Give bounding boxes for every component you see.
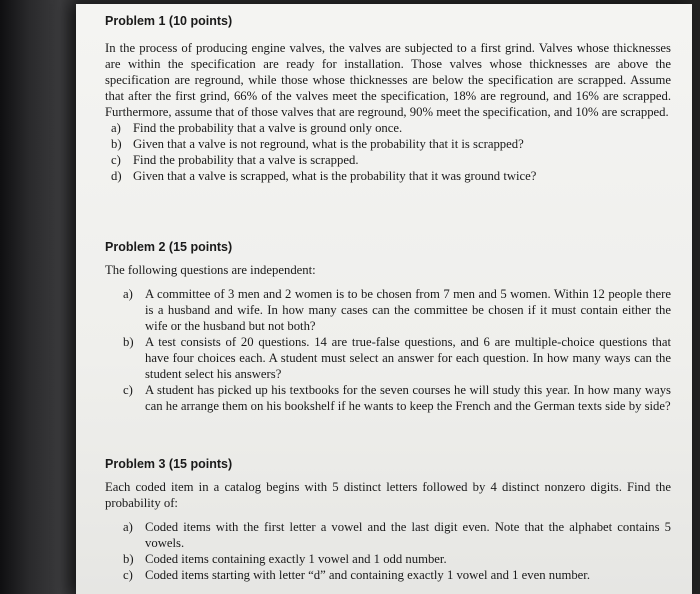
problem-3-heading: Problem 3 (15 points) [105,457,233,471]
question-text: Find the probability that a valve is scrapped. [133,153,359,167]
question-2c [123,382,671,414]
question-text: Given that a valve is scrapped, what is the probability that it was ground twice? [133,169,537,183]
problem-1-intro: In the process of producing engine valves, the valves are subjected to a first grind. Valves whose thicknesses are within the specification are ready for installation. Those valves whose thicknesses are above the specification are reground, while those whose thicknesses are below the specification are scrapped. Assume that after the first grind, 66% of the valves meet the specification, 18% are reground, and 16% are scrapped. Furthermore, assume that of those valves that are reground, 90% meet the specification, and 10% are scrapped. [105,41,671,119]
problem-3 [105,457,671,583]
question-marker: a) [111,121,121,135]
question-text: Coded items starting with letter “d” and containing exactly 1 vowel and 1 even number. [145,568,590,582]
question-3a [123,519,671,551]
question-text: Coded items containing exactly 1 vowel and 1 odd number. [145,552,447,566]
question-marker: b) [111,137,122,151]
problem-1 [105,14,671,184]
question-marker: c) [123,383,133,397]
question-2b [123,334,671,382]
question-marker: b) [123,335,134,349]
question-text: A test consists of 20 questions. 14 are true-false questions, and 6 are multiple-choice questions that have four choices each. A student must select an answer for each question. In how many ways can the student select his answers? [145,335,671,381]
question-marker: d) [111,169,122,183]
question-1a [111,120,671,136]
question-text: Find the probability that a valve is ground only once. [133,121,403,135]
question-text: A committee of 3 men and 2 women is to be chosen from 7 men and 5 women. Within 12 people there is a husband and wife. In how many cases can the committee be chosen if it must contain either the wife or the husband but not both? [145,287,671,333]
question-text: A student has picked up his textbooks for the seven courses he will study this year. In how many ways can he arrange them on his bookshelf if he wants to keep the French and the German texts side by side? [145,383,671,413]
problem-3-questions [123,519,671,583]
question-1c [111,152,671,168]
problem-2-heading: Problem 2 (15 points) [105,240,233,254]
question-2a [123,286,671,334]
question-3c [123,567,671,583]
question-marker: a) [123,520,133,534]
paper-sheet [76,4,692,594]
problem-3-intro: Each coded item in a catalog begins with 5 distinct letters followed by 4 distinct nonzero digits. Find the probability of: [105,480,671,510]
question-marker: c) [123,568,133,582]
problem-2-intro: The following questions are independent: [105,263,316,277]
question-3b [123,551,671,567]
problem-2-questions [123,286,671,414]
question-marker: a) [123,287,133,301]
problem-2 [105,240,671,414]
problem-1-heading: Problem 1 (10 points) [105,14,233,28]
question-text: Given that a valve is not reground, what is the probability that it is scrapped? [133,137,524,151]
question-marker: c) [111,153,121,167]
question-1b [111,136,671,152]
question-text: Coded items with the first letter a vowel and the last digit even. Note that the alphabet contains 5 vowels. [145,520,671,550]
question-1d [111,168,671,184]
question-marker: b) [123,552,134,566]
problem-1-questions [111,120,671,184]
